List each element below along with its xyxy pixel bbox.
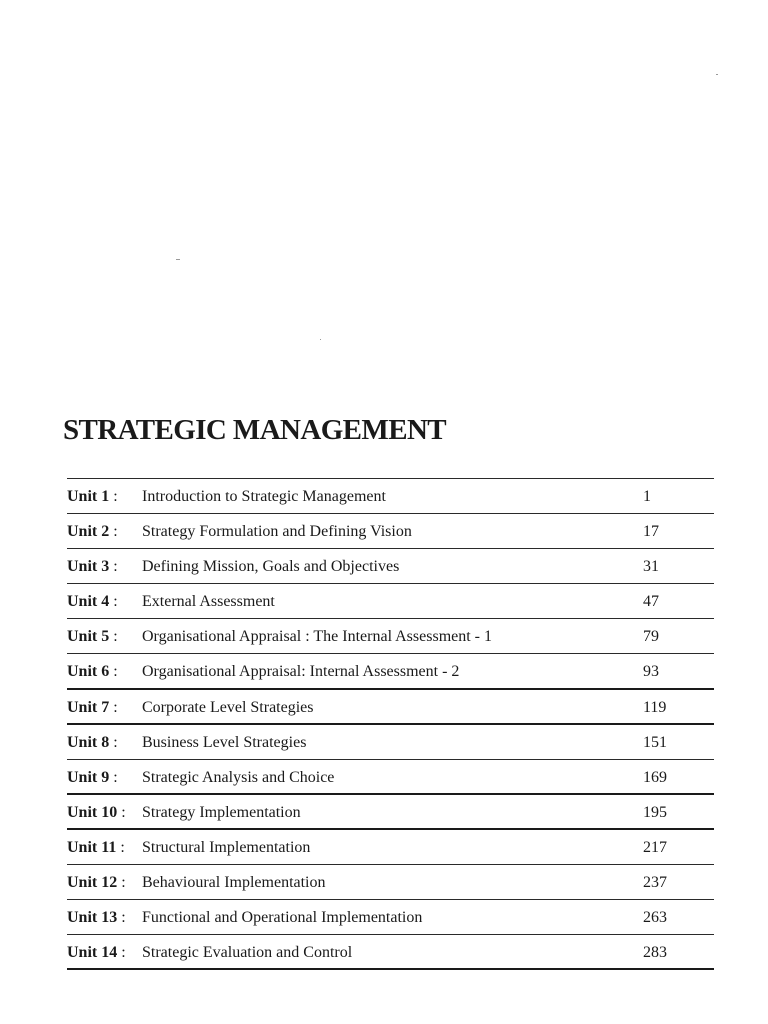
toc-row-unit-11[interactable]: [67, 830, 714, 865]
unit-label: Unit 10 :: [67, 803, 126, 821]
toc-row-unit-4[interactable]: [67, 584, 714, 619]
unit-title: Business Level Strategies: [142, 733, 307, 751]
toc-row-unit-12[interactable]: [67, 865, 714, 900]
unit-page-number: 217: [643, 838, 667, 856]
table-of-contents: [67, 478, 714, 970]
unit-label: Unit 4 :: [67, 593, 118, 611]
unit-title: Strategy Formulation and Defining Vision: [142, 523, 412, 541]
unit-title: Introduction to Strategic Management: [142, 488, 386, 505]
unit-label: Unit 5 :: [67, 628, 118, 646]
toc-row-unit-1[interactable]: [67, 479, 714, 514]
unit-page-number: 237: [643, 874, 667, 892]
unit-page-number: 47: [643, 593, 659, 611]
toc-row-unit-2[interactable]: [67, 514, 714, 549]
unit-title: External Assessment: [142, 593, 275, 611]
unit-title: Strategic Analysis and Choice: [142, 768, 335, 786]
document-title: STRATEGIC MANAGEMENT: [63, 414, 447, 446]
unit-page-number: 169: [643, 768, 667, 786]
scan-speck: [320, 339, 321, 340]
unit-title: Behavioural Implementation: [142, 874, 326, 892]
unit-label: Unit 8 :: [67, 733, 118, 751]
unit-label: Unit 14 :: [67, 944, 126, 962]
toc-row-unit-6[interactable]: [67, 654, 714, 689]
unit-page-number: 119: [643, 698, 667, 716]
unit-title: Defining Mission, Goals and Objectives: [142, 558, 400, 576]
unit-page-number: 93: [643, 663, 659, 681]
toc-row-unit-8[interactable]: [67, 725, 714, 760]
unit-title: Strategy Implementation: [142, 803, 301, 821]
unit-label: Unit 13 :: [67, 909, 126, 927]
unit-page-number: 283: [643, 944, 667, 962]
unit-label: Unit 2 :: [67, 523, 118, 541]
unit-page-number: 31: [643, 558, 659, 576]
unit-title: Functional and Operational Implementation: [142, 909, 423, 927]
toc-row-unit-10[interactable]: [67, 795, 714, 830]
unit-label: Unit 12 :: [67, 874, 126, 892]
unit-label: Unit 1 :: [67, 488, 118, 505]
unit-label: Unit 7 :: [67, 698, 118, 716]
toc-row-unit-3[interactable]: [67, 549, 714, 584]
toc-row-unit-13[interactable]: [67, 900, 714, 935]
unit-title: Strategic Evaluation and Control: [142, 944, 353, 962]
unit-title: Organisational Appraisal: Internal Assessment - 2: [142, 663, 460, 681]
scan-speck: [176, 259, 180, 260]
scan-speck: [716, 74, 718, 75]
unit-page-number: 1: [643, 488, 651, 505]
unit-page-number: 79: [643, 628, 659, 646]
unit-title: Structural Implementation: [142, 838, 311, 856]
unit-page-number: 17: [643, 523, 659, 541]
unit-label: Unit 3 :: [67, 558, 118, 576]
unit-page-number: 263: [643, 909, 667, 927]
unit-label: Unit 9 :: [67, 768, 118, 786]
toc-row-unit-9[interactable]: [67, 760, 714, 795]
unit-title: Organisational Appraisal : The Internal Assessment - 1: [142, 628, 493, 646]
toc-row-unit-7[interactable]: [67, 690, 714, 725]
toc-row-unit-14[interactable]: [67, 935, 714, 970]
unit-label: Unit 6 :: [67, 663, 118, 681]
unit-page-number: 151: [643, 733, 667, 751]
toc-row-unit-5[interactable]: [67, 619, 714, 654]
unit-title: Corporate Level Strategies: [142, 698, 314, 716]
unit-label: Unit 11 :: [67, 838, 125, 856]
unit-page-number: 195: [643, 803, 667, 821]
